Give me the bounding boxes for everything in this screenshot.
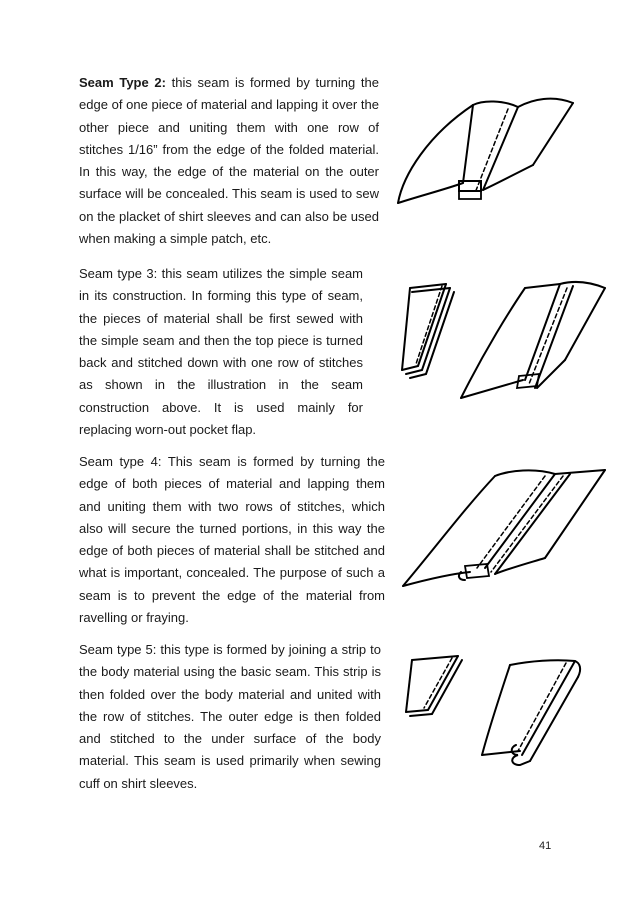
seam-type-3-text: Seam type 3: this seam utilizes the simple seam in its construction. In forming this type of seam, the pieces of material shall be first sewed with the simple seam and then the top piece is turned back and stitched down with one row of stitches as shown in the illustration in the seam construction above. It is used mainly for replacing worn-out pocket flap. xyxy=(79,266,363,438)
seam-type-3-illustration-b xyxy=(455,280,610,405)
seam-type-5-illustration-a xyxy=(400,652,465,722)
paragraph-seam-type-4 xyxy=(79,451,385,629)
paragraph-seam-type-5 xyxy=(79,639,381,795)
seam-type-2-text: this seam is formed by turning the edge of one piece of material and lapping it over the other piece and uniting them with one row of stitches 1/16” from the edge of the folded material. In this way, the edge of the material on the outer surface will be concealed. This seam is used to sew on the placket of shirt sleeves and can also be used when making a simple patch, etc. xyxy=(79,75,379,247)
paragraph-seam-type-2 xyxy=(79,72,379,250)
page-number: 41 xyxy=(539,840,552,852)
seam-type-4-illustration xyxy=(395,468,610,590)
seam-type-5-illustration-b xyxy=(470,655,590,775)
seam-type-2-illustration xyxy=(383,95,583,205)
seam-type-2-heading: Seam Type 2: xyxy=(79,75,166,90)
paragraph-seam-type-3 xyxy=(79,263,363,441)
seam-type-4-text: Seam type 4: This seam is formed by turning the edge of both pieces of material and lapping them and uniting them with two rows of stitches, which also will secure the turned portions, in this way the edge of both pieces of material shall be stitched and what is important, concealed. The purpose of such a seam is to prevent the edge of the material from ravelling or fraying. xyxy=(79,454,385,626)
seam-type-5-text: Seam type 5: this type is formed by joining a strip to the body material using the basic seam. This strip is then folded over the body material and united with the row of stitches. The outer edge is then folded and stitched to the under surface of the body material. This seam is used primarily when sewing cuff on shirt sleeves. xyxy=(79,642,381,791)
